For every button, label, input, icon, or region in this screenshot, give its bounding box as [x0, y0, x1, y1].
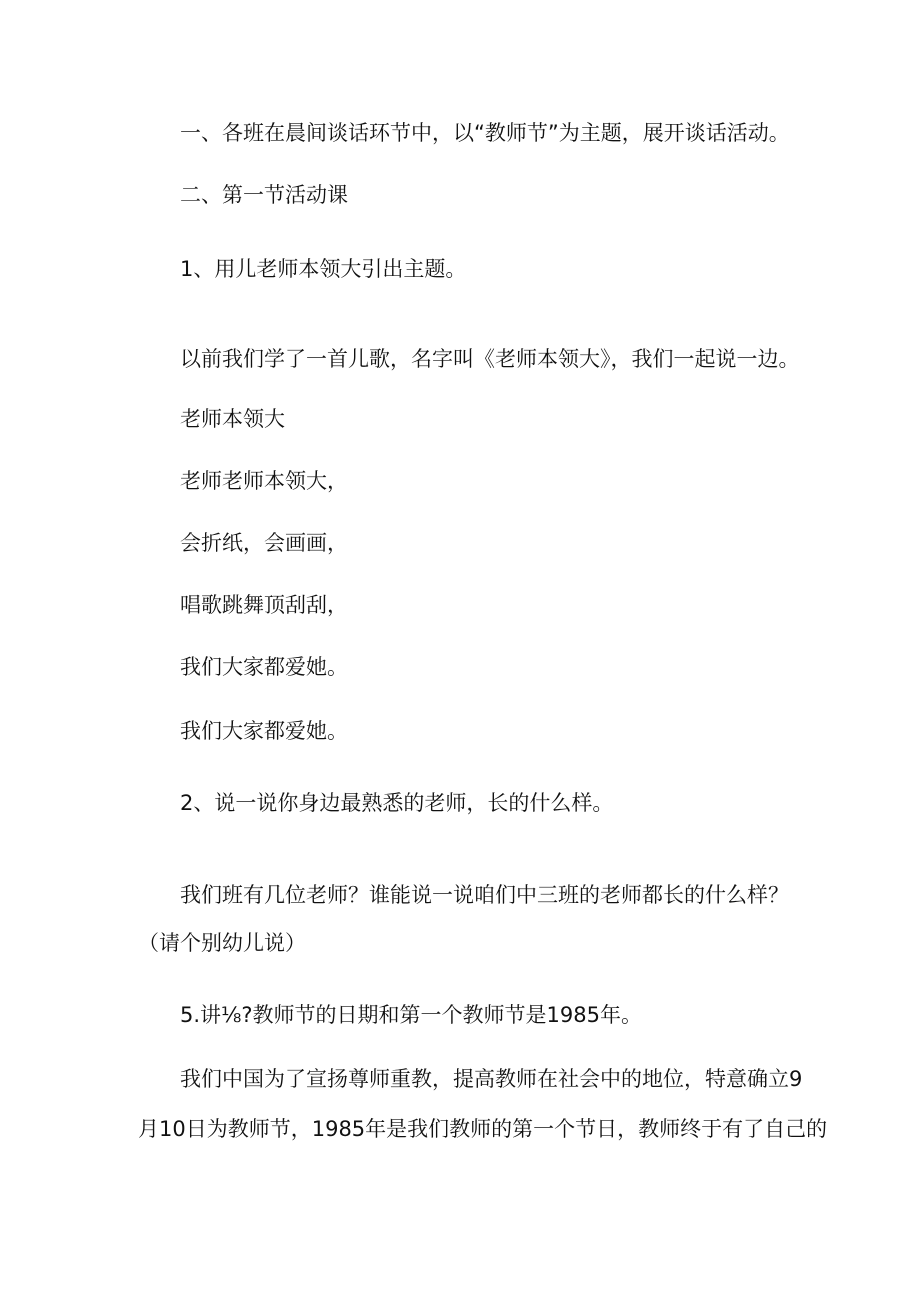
paragraph-line-body-2: 月10日为教师节，1985年是我们教师的第一个节日，教师终于有了自己的: [138, 1117, 828, 1141]
paragraph-line-intro: 以前我们学了一首儿歌，名字叫《老师本领大》，我们一起说一边。: [180, 347, 800, 371]
list-item-1: 1、用儿老师本领大引出主题。: [180, 257, 467, 281]
paragraph-line-question: 我们班有几位老师？谁能说一说咱们中三班的老师都长的什么样？: [180, 883, 789, 907]
list-item-5: 5.讲⅛?教师节的日期和第一个教师节是1985年。: [180, 1003, 642, 1027]
section-heading-2: 二、第一节活动课: [180, 183, 348, 207]
poem-line-4: 我们大家都爱她。: [180, 655, 348, 679]
list-item-2: 2、说一说你身边最熟悉的老师，长的什么样。: [180, 791, 614, 815]
poem-line-1: 老师老师本领大，: [180, 469, 348, 493]
poem-line-5: 我们大家都爱她。: [180, 719, 348, 743]
poem-line-3: 唱歌跳舞顶刮刮，: [180, 593, 348, 617]
paragraph-line-note: （请个别幼儿说）: [138, 931, 306, 955]
poem-title: 老师本领大: [180, 407, 285, 431]
paragraph-line-body-1: 我们中国为了宣扬尊师重教，提高教师在社会中的地位，特意确立9: [180, 1067, 803, 1091]
poem-line-2: 会折纸，会画画，: [180, 531, 348, 555]
paragraph-line-1: 一、各班在晨间谈话环节中，以“教师节”为主题，展开谈话活动。: [180, 121, 790, 145]
